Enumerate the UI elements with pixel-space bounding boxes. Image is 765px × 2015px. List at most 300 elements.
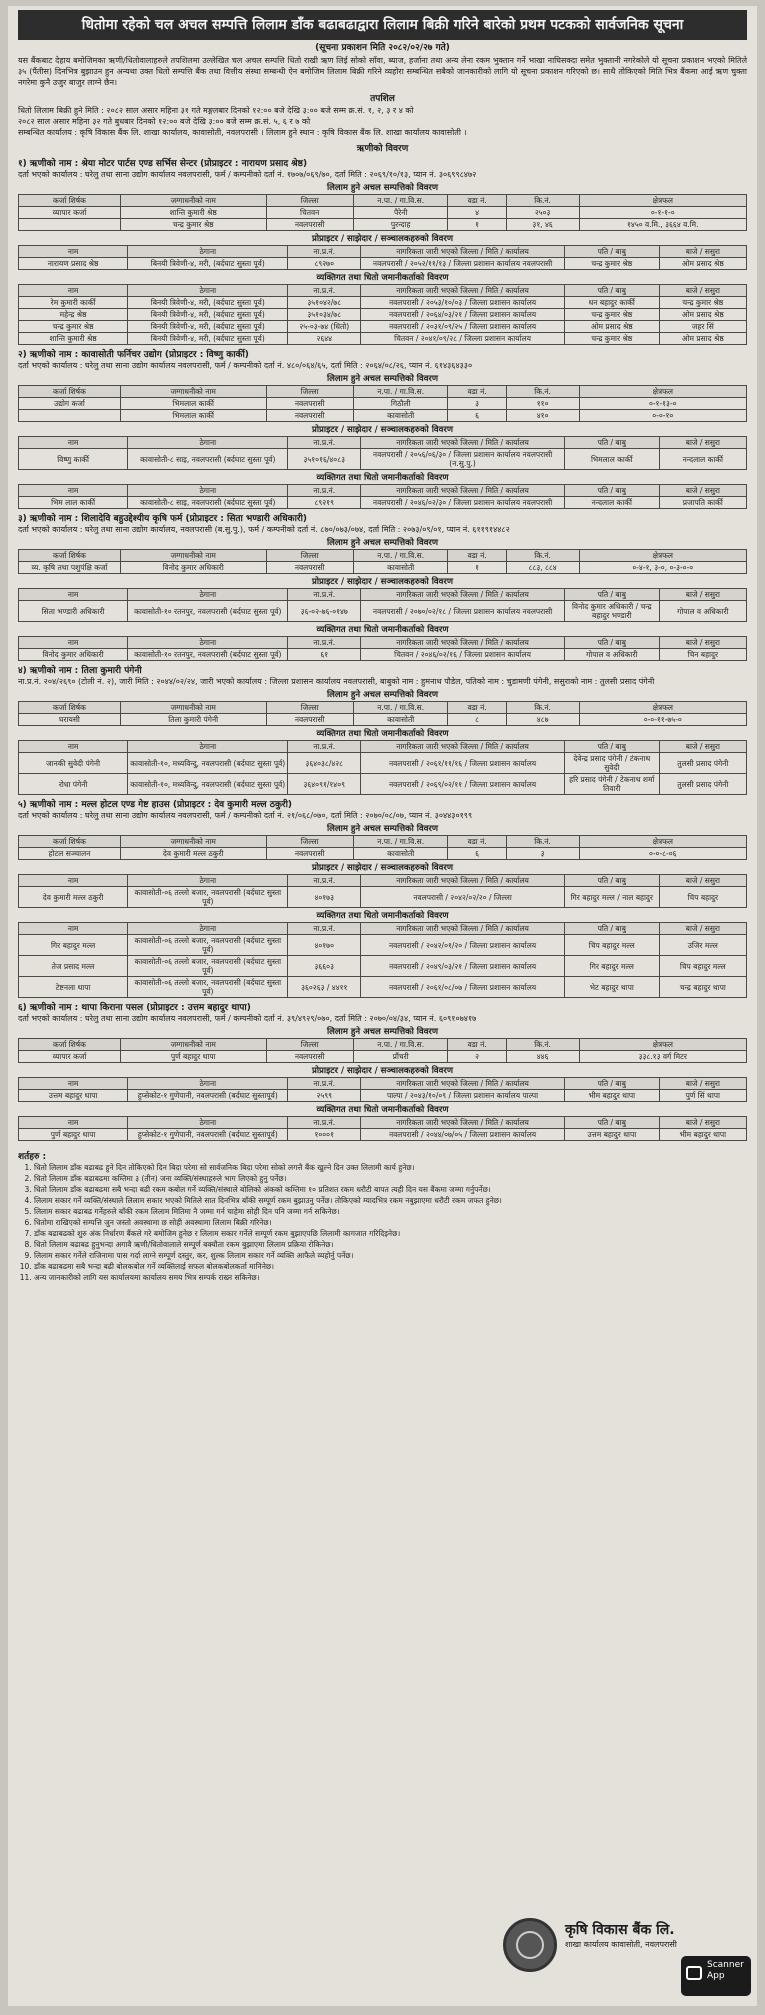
- schedule-block: [18, 105, 747, 138]
- table-cell: ०-१-१-०: [579, 207, 746, 219]
- column-header: नागरिकता जारी भएको जिल्ला / मिति / कार्यालय: [361, 437, 565, 449]
- table-cell: भिम लाल कार्की: [19, 497, 128, 509]
- table-cell: चिप बहादुर: [659, 887, 746, 908]
- column-header: क्षेत्रफल: [579, 702, 746, 714]
- column-header: ना.प्र.नं.: [288, 875, 361, 887]
- table-row: [19, 1051, 747, 1063]
- column-header: बाजे / ससुरा: [659, 589, 746, 601]
- column-header: ठेगाना: [128, 1117, 288, 1129]
- table-header-row: [19, 923, 747, 935]
- bank-name: कृषि विकास बैंक लि.: [565, 1922, 675, 1938]
- guarantor-table-caption: व्यक्तिगत तथा धितो जमानीकर्ताको विवरण: [316, 729, 449, 739]
- table-cell: ०-४-१, ३-०, ०-३-०-०: [579, 562, 746, 574]
- column-header: कि.नं.: [506, 836, 579, 848]
- table-cell: ३६६०३: [288, 956, 361, 977]
- owner-table-caption: प्रोप्राइटर / साझेदार / सञ्चालकहरुको विवरण: [312, 234, 453, 244]
- registration-details: दर्ता भएको कार्यालय : घरेलु तथा साना उद्योग कार्यालय नवलपरासी, फर्म / कम्पनीको दर्ता नं. २१/०६८/०७०, दर्ता मिति : २०७०/०८/०७, प्यान नं. ३०४४३०१९९: [18, 811, 473, 820]
- table-cell: तेज प्रसाद मल्ल: [19, 956, 128, 977]
- owner-table: [18, 588, 747, 622]
- table-cell: ३: [506, 848, 579, 860]
- table-cell: रेम कुमारी कार्की: [19, 297, 128, 309]
- column-header: बाजे / ससुरा: [659, 285, 746, 297]
- table-cell: कावासोती-०६ तल्लो बजार, नवलपरासी (बर्दघाट सुस्ता पूर्व): [128, 956, 288, 977]
- table-cell: बिनयी त्रिवेणी-४, मरी, (बर्दघाट सुस्ता पूर्व): [128, 333, 288, 345]
- table-cell: तुलसी प्रसाद पंगेनी: [659, 774, 746, 795]
- table-cell: भिमलाल कार्की: [564, 449, 659, 470]
- column-header: नागरिकता जारी भएको जिल्ला / मिति / कार्यालय: [361, 589, 565, 601]
- table-cell: ओम प्रसाद श्रेष्ठ: [564, 321, 659, 333]
- table-cell: विष्णु कार्की: [19, 449, 128, 470]
- table-cell: कावासोती-१० रतनपुर, नवलपरासी (बर्दघाट सुस्ता पूर्व): [128, 649, 288, 661]
- registration-details: दर्ता भएको कार्यालय : घरेलु तथा साना उद्योग कार्यालय, नवलपरासी (ब.सु.पु.), फर्म / कम्पनीको दर्ता नं. ८७०/०७३/०७४, दर्ता मिति : २०७३/०९/०१, प्यान नं. ६११९१४४८२: [18, 525, 510, 534]
- table-cell: पुर्ण बहादुर थापा: [19, 1129, 128, 1141]
- land-table-caption: लिलाम हुने अचल सम्पत्तिको विवरण: [326, 183, 439, 193]
- table-cell: हरि प्रसाद पंगेनी / टेकनाथ शर्मा तिवारी: [564, 774, 659, 795]
- table-cell: उजिर मल्ल: [659, 935, 746, 956]
- table-row: [19, 321, 747, 333]
- table-cell: ३३८.१३ वर्ग मिटर: [579, 1051, 746, 1063]
- column-header: पति / बाबु: [564, 589, 659, 601]
- table-header-row: [19, 485, 747, 497]
- land-table-caption: लिलाम हुने अचल सम्पत्तिको विवरण: [326, 824, 439, 834]
- table-cell: घरायसी: [19, 714, 121, 726]
- table-cell: कावासोती-१०, मध्यविन्दु, नवलपरासी (बर्दघाट सुस्ता पूर्व): [128, 774, 288, 795]
- registration-details: दर्ता भएको कार्यालय : घरेलु तथा साना उद्योग कार्यालय नवलपरासी, फर्म / कम्पनीको दर्ता नं. ३९/४९२९/०७०, दर्ता मिति : २०७०/०४/३४, प्यान नं. ६०९१०७४१७: [18, 1014, 477, 1023]
- guarantor-table: [18, 484, 747, 509]
- column-header: ठेगाना: [128, 637, 288, 649]
- column-header: कि.नं.: [506, 1039, 579, 1051]
- column-header: ना.प्र.नं.: [288, 637, 361, 649]
- column-header: वडा नं.: [448, 195, 506, 207]
- table-cell: चन्द्र बहादुर थापा: [659, 977, 746, 998]
- column-header: बाजे / ससुरा: [659, 923, 746, 935]
- column-header: जग्गाधनीको नाम: [120, 550, 266, 562]
- column-header: कर्जा शिर्षक: [19, 702, 121, 714]
- table-cell: चन्द्र कुमार श्रेष्ठ: [564, 333, 659, 345]
- table-cell: धन बहादुर कार्की: [564, 297, 659, 309]
- table-cell: ४०१७३: [288, 887, 361, 908]
- table-cell: ८८३, ८८४: [506, 562, 579, 574]
- column-header: न.पा. / गा.वि.स.: [353, 836, 448, 848]
- guarantor-table: [18, 1116, 747, 1141]
- column-header: जिल्ला: [266, 386, 353, 398]
- table-row: [19, 848, 747, 860]
- table-header-row: [19, 437, 747, 449]
- column-header: वडा नं.: [448, 836, 506, 848]
- table-cell: ओम प्रसाद श्रेष्ठ: [659, 258, 746, 270]
- land-table-caption: लिलाम हुने अचल सम्पत्तिको विवरण: [326, 690, 439, 700]
- table-cell: २५०३: [506, 207, 579, 219]
- table-cell: ३६०२६३ / ४४११: [288, 977, 361, 998]
- table-cell: नवलपरासी / २०३१/०९/२५ / जिल्ला प्रशासन कार्यालय: [361, 321, 565, 333]
- table-cell: १: [448, 562, 506, 574]
- table-cell: व्य. कृषि तथा पशुपंक्षि कर्जा: [19, 562, 121, 574]
- table-cell: [19, 219, 121, 231]
- table-cell: बिनयी त्रिवेणी-४, मरी, (बर्दघाट सुस्ता पूर्व): [128, 321, 288, 333]
- guarantor-table: [18, 740, 747, 795]
- table-cell: गिर बहादुर मल्ल: [564, 956, 659, 977]
- table-cell: कावासोती-१०, मध्यविन्दु, नवलपरासी (बर्दघाट सुस्ता पूर्व): [128, 753, 288, 774]
- table-cell: विनोद कुमार अधिकारी / चन्द्र बहादुर भण्डारी: [564, 601, 659, 622]
- table-row: [19, 398, 747, 410]
- table-cell: चन्द्र कुमार श्रेष्ठ: [659, 297, 746, 309]
- column-header: बाजे / ससुरा: [659, 1117, 746, 1129]
- table-row: [19, 258, 747, 270]
- table-row: [19, 297, 747, 309]
- owner-table: [18, 874, 747, 908]
- column-header: बाजे / ससुरा: [659, 246, 746, 258]
- table-row: [19, 956, 747, 977]
- table-cell: देव कुमारी मल्ल ठकुरी: [19, 887, 128, 908]
- table-cell: भीम बहादुर थापा: [564, 1090, 659, 1102]
- column-header: कि.नं.: [506, 702, 579, 714]
- column-header: पति / बाबु: [564, 1078, 659, 1090]
- borrower-section: [18, 665, 747, 795]
- guarantor-table-caption: व्यक्तिगत तथा धितो जमानीकर्ताको विवरण: [316, 911, 449, 921]
- table-cell: नवलपरासी: [266, 219, 353, 231]
- table-cell: भेट बहादुर थापा: [564, 977, 659, 998]
- borrower-section: [18, 513, 747, 661]
- table-row: [19, 649, 747, 661]
- column-header: नाम: [19, 285, 128, 297]
- column-header: कि.नं.: [506, 550, 579, 562]
- table-cell: नवलपरासी / २०४४/०७/०५ / जिल्ला प्रशासन कार्यालय: [361, 1129, 565, 1141]
- table-cell: २५९९: [288, 1090, 361, 1102]
- table-row: [19, 410, 747, 422]
- column-header: नागरिकता जारी भएको जिल्ला / मिति / कार्यालय: [361, 875, 565, 887]
- borrower-caption: ऋणीको विवरण: [356, 144, 409, 154]
- column-header: क्षेत्रफल: [579, 386, 746, 398]
- table-cell: गोपाल व अधिकारी: [564, 649, 659, 661]
- column-header: नाम: [19, 1117, 128, 1129]
- table-cell: भिमलाल कार्की: [120, 410, 266, 422]
- table-cell: ४०१७०: [288, 935, 361, 956]
- column-header: बाजे / ससुरा: [659, 485, 746, 497]
- table-header-row: [19, 589, 747, 601]
- guarantor-table: [18, 922, 747, 998]
- column-header: पति / बाबु: [564, 741, 659, 753]
- table-cell: प्रजापति कार्की: [659, 497, 746, 509]
- table-cell: चितवन / २०४१/०९/२८ / जिल्ला प्रशासन कार्यालय: [361, 333, 565, 345]
- table-cell: विनोद कुमार अधिकारी: [19, 649, 128, 661]
- column-header: नागरिकता जारी भएको जिल्ला / मिति / कार्यालय: [361, 741, 565, 753]
- preliminary-text: यस बैंकबाट देहाय बमोजिमका ऋणी/धितोवालाहरुले तपशिलमा उल्लेखित चल अचल सम्पत्ति धितो राखी ऋण लिई सोको साँवा, ब्याज, हर्जाना तथा अन्य लेना रकम भुक्तान गर्ने भाखा नाघिसक्दा समेत भुक्तानी नगरेकोले यो सूचना प्रकाशन भएको मितिले ३५ (पैंतीस) दिनभित्र बुझाउन हुन अन्यथा उक्त धितो सम्पत्ति बैंक तथा वित्तीय संस्था सम्बन्धी ऐन बमोजिम लिलाम बिक्री गरिने व्यहोरा सम्बन्धित सबैको जानकारीको लागि यो सूचना प्रकाशन गरिएको छ। साथै तोकिएको मिति भित्र बैंकमा आई ऋण चुक्ता नगरेमा कुनै उजुर बाजुर लाग्ने छैन।: [18, 56, 747, 87]
- table-cell: ४: [448, 207, 506, 219]
- table-cell: कावासोती: [353, 562, 448, 574]
- column-header: कि.नं.: [506, 386, 579, 398]
- term-item: 4. लिलाम सकार गर्ने व्यक्ति/संस्थाले लिलाम सकार भएको मितिले सात दिनभित्र बाँकी सम्पूर्ण रकम बुझाउनु पर्नेछ। तोकिएको म्यादभित्र रकम नबुझाएमा धरौटी रकम जफत हुनेछ।: [34, 1196, 597, 1206]
- table-cell: नवलपरासी / २०४९/०३/२१ / जिल्ला प्रशासन कार्यालय: [361, 956, 565, 977]
- column-header: न.पा. / गा.वि.स.: [353, 550, 448, 562]
- table-cell: चन्द्र कुमार श्रेष्ठ: [19, 321, 128, 333]
- column-header: पति / बाबु: [564, 437, 659, 449]
- borrower-sections: [18, 158, 747, 1141]
- table-cell: कावासोती: [353, 848, 448, 860]
- bank-footer: [503, 1916, 744, 1981]
- table-cell: ६: [448, 848, 506, 860]
- column-header: नागरिकता जारी भएको जिल्ला / मिति / कार्यालय: [361, 1078, 565, 1090]
- column-header: नाम: [19, 923, 128, 935]
- table-cell: ३५१०१६/४०८३: [288, 449, 361, 470]
- borrower-section: [18, 1002, 747, 1141]
- table-header-row: [19, 1039, 747, 1051]
- registration-details: ना.प्र.नं. २०४/२६९० (टोली नं. २), जारी मिति : २०४४/०२/२४, जारी भएको कार्यालय : जिल्ला प्रशासन कार्यालय नवलपरासी, बाबुको नाम : हुमनाथ पौडेल, पतिको नाम : चुडामणी पंगेनी, ससुराको नाम : तुलसी प्रसाद पंगेनी: [18, 677, 655, 686]
- column-header: ना.प्र.नं.: [288, 485, 361, 497]
- table-cell: ३५१०३४/७८: [288, 309, 361, 321]
- table-cell: नवलपरासी / २०५६/०६/३० / जिल्ला प्रशासन कार्यालय नवलपरासी (न.सु.पु.): [361, 449, 565, 470]
- table-cell: नवलपरासी / २०४६/०२/३० / जिल्ला प्रशासन कार्यालय नवलपरासी: [361, 497, 565, 509]
- table-cell: गिठौली: [353, 398, 448, 410]
- table-cell: ०-०-१०: [579, 410, 746, 422]
- column-header: नाम: [19, 741, 128, 753]
- column-header: पति / बाबु: [564, 246, 659, 258]
- table-cell: जहर सिं: [659, 321, 746, 333]
- column-header: ठेगाना: [128, 285, 288, 297]
- column-header: ठेगाना: [128, 875, 288, 887]
- table-cell: शान्ति कुमारी श्रेष्ठ: [19, 333, 128, 345]
- table-cell: बिनयी त्रिवेणी-४, मरी, (बर्दघाट सुस्ता पूर्व): [128, 258, 288, 270]
- column-header: जग्गाधनीको नाम: [120, 836, 266, 848]
- table-cell: [19, 410, 121, 422]
- term-item: 7. डाँक बढाबढको शुरु अंक निर्धारण बैंकले गरे बमोजिम हुनेछ र लिलाम सकार गर्नेले सम्पूर्ण रकम बुझाएपछि लिलामी कागजात गरिदिइनेछ।: [34, 1229, 597, 1239]
- table-header-row: [19, 875, 747, 887]
- column-header: ठेगाना: [128, 589, 288, 601]
- borrower-name: २) ऋणीको नाम : कावासोती फर्निचर उद्योग (प्रोप्राइटर : विष्णु कार्की): [18, 350, 249, 360]
- table-header-row: [19, 246, 747, 258]
- camera-icon: [686, 1966, 702, 1980]
- land-table: [18, 385, 747, 422]
- table-cell: महेन्द्र श्रेष्ठ: [19, 309, 128, 321]
- borrower-name: १) ऋणीको नाम : श्रेया मोटर पार्टस एण्ड सर्भिस सेन्टर (प्रोप्राइटर : नारायण प्रसाद श्रेष्ठ): [18, 159, 308, 169]
- notice-title: धितोमा रहेको चल अचल सम्पत्ति लिलाम डाँक बढाबढाद्वारा लिलाम बिक्री गरिने बारेको प्रथम पटकको सार्वजनिक सूचना: [18, 10, 747, 40]
- guarantor-table-caption: व्यक्तिगत तथा धितो जमानीकर्ताको विवरण: [316, 273, 449, 283]
- table-cell: उत्तम बहादुर थापा: [564, 1129, 659, 1141]
- owner-table-caption: प्रोप्राइटर / साझेदार / सञ्चालकहरुको विवरण: [312, 1066, 453, 1076]
- table-cell: नवलपरासी: [266, 1051, 353, 1063]
- table-cell: जानकी सुवेदी पंगेनी: [19, 753, 128, 774]
- table-cell: नवलपरासी / २०५३/१०/०३ / जिल्ला प्रशासन कार्यालय: [361, 297, 565, 309]
- table-cell: ८९२७०: [288, 258, 361, 270]
- table-cell: २५-०३-७४ (धितो): [288, 321, 361, 333]
- column-header: नाम: [19, 875, 128, 887]
- column-header: वडा नं.: [448, 702, 506, 714]
- column-header: ना.प्र.नं.: [288, 923, 361, 935]
- table-cell: ३१, ४६: [506, 219, 579, 231]
- table-row: [19, 562, 747, 574]
- terms-list: [34, 1163, 747, 1283]
- table-cell: ८९२१९: [288, 497, 361, 509]
- column-header: जिल्ला: [266, 1039, 353, 1051]
- borrower-name: ६) ऋणीको नाम : थापा किराना पसल (प्रोप्राइटर : उत्तम बहादुर थापा): [18, 1003, 251, 1013]
- table-cell: १: [448, 219, 506, 231]
- column-header: न.पा. / गा.वि.स.: [353, 386, 448, 398]
- column-header: पति / बाबु: [564, 923, 659, 935]
- table-cell: ६१: [288, 649, 361, 661]
- term-item: 1. धितो लिलाम डाँक बढाबढ हुने दिन तोकिएको दिन बिदा परेमा सो सार्वजनिक बिदा परेमा सोको लगत्तै बैंक खुल्ने दिन उक्त लिलामी कार्य हुनेछ।: [34, 1163, 597, 1173]
- table-header-row: [19, 1117, 747, 1129]
- guarantor-table-caption: व्यक्तिगत तथा धितो जमानीकर्ताको विवरण: [316, 473, 449, 483]
- table-cell: तुलसी प्रसाद पंगेनी: [659, 753, 746, 774]
- table-cell: नवलपरासी: [266, 410, 353, 422]
- table-row: [19, 207, 747, 219]
- owner-table-caption: प्रोप्राइटर / साझेदार / सञ्चालकहरुको विवरण: [312, 577, 453, 587]
- registration-details: दर्ता भएको कार्यालय : घरेलु तथा साना उद्योग कार्यालय नवलपरासी, फर्म / कम्पनीको दर्ता नं. १७०७/०६९/७०, दर्ता मिति : २०६९/१०/१३, प्यान नं. ३०६९९८४७२: [18, 170, 477, 179]
- owner-table: [18, 1077, 747, 1102]
- table-cell: ३६४०९१/१४०९: [288, 774, 361, 795]
- column-header: न.पा. / गा.वि.स.: [353, 195, 448, 207]
- table-cell: गोपाल व अधिकारी: [659, 601, 746, 622]
- borrower-section: [18, 158, 747, 345]
- table-cell: भीम बहादुर थापा: [659, 1129, 746, 1141]
- table-cell: नारायण प्रसाद श्रेष्ठ: [19, 258, 128, 270]
- table-header-row: [19, 195, 747, 207]
- table-row: [19, 935, 747, 956]
- table-cell: ३६-०२-७६-०१४७: [288, 601, 361, 622]
- column-header: जग्गाधनीको नाम: [120, 702, 266, 714]
- owner-table-caption: प्रोप्राइटर / साझेदार / सञ्चालकहरुको विवरण: [312, 863, 453, 873]
- column-header: नागरिकता जारी भएको जिल्ला / मिति / कार्यालय: [361, 923, 565, 935]
- column-header: जिल्ला: [266, 195, 353, 207]
- table-cell: पैरेनी: [353, 207, 448, 219]
- auction-office-line: सम्बन्धित कार्यालय : कृषि विकास बैंक लि. शाखा कार्यालय, कावासोती, नवलपरासी । लिलाम हुने स्थान : कृषि विकास बैंक लि. शाखा कार्यालय कावासोती ।: [18, 128, 467, 137]
- table-row: [19, 887, 747, 908]
- schedule-title: तपशिल: [370, 94, 395, 104]
- bank-seal-icon: [503, 1918, 557, 1972]
- table-cell: ३६४०३८/४२८: [288, 753, 361, 774]
- table-cell: चन्द्र कुमार श्रेष्ठ: [564, 258, 659, 270]
- table-cell: कावासोती-८ साइ, नवलपरासी (बर्दघाट सुस्ता पूर्व): [128, 497, 288, 509]
- table-cell: नवलपरासी / २०६१/११/१६ / जिल्ला प्रशासन कार्यालय: [361, 753, 565, 774]
- table-cell: ४१०: [506, 410, 579, 422]
- column-header: कि.नं.: [506, 195, 579, 207]
- column-header: क्षेत्रफल: [579, 195, 746, 207]
- table-cell: व्यापार कर्जा: [19, 1051, 121, 1063]
- column-header: न.पा. / गा.वि.स.: [353, 702, 448, 714]
- table-cell: चिन बहादुर: [659, 649, 746, 661]
- table-cell: २: [448, 1051, 506, 1063]
- column-header: ना.प्र.नं.: [288, 437, 361, 449]
- table-cell: देवेन्द्र प्रसाद पंगेनी / टंकनाथ सुवेदी: [564, 753, 659, 774]
- table-cell: विनोद कुमार अधिकारी: [120, 562, 266, 574]
- table-cell: चिप बहादुर मल्ल: [564, 935, 659, 956]
- table-cell: नवलपरासी: [266, 398, 353, 410]
- terms-title: शर्तहरु :: [18, 1152, 47, 1162]
- column-header: कर्जा शिर्षक: [19, 550, 121, 562]
- column-header: नाम: [19, 437, 128, 449]
- column-header: जिल्ला: [266, 702, 353, 714]
- app-badge-line-1: Scanner: [707, 1960, 744, 1970]
- land-table-caption: लिलाम हुने अचल सम्पत्तिको विवरण: [326, 1027, 439, 1037]
- column-header: कर्जा शिर्षक: [19, 1039, 121, 1051]
- table-cell: नवलपरासी / २०४२/०२/२० / जिल्ला: [361, 887, 565, 908]
- table-row: [19, 1090, 747, 1102]
- table-row: [19, 774, 747, 795]
- table-cell: सिता भण्डारी अधिकारी: [19, 601, 128, 622]
- column-header: क्षेत्रफल: [579, 836, 746, 848]
- column-header: जग्गाधनीको नाम: [120, 386, 266, 398]
- table-row: [19, 977, 747, 998]
- table-cell: नन्दलाल कार्की: [659, 449, 746, 470]
- column-header: वडा नं.: [448, 550, 506, 562]
- land-table: [18, 835, 747, 860]
- table-cell: तिला कुमारी पंगेनी: [120, 714, 266, 726]
- table-row: [19, 497, 747, 509]
- table-cell: १४५० व.मि., ३६६४ व.मि.: [579, 219, 746, 231]
- table-cell: देव कुमारी मल्ल ठकुरी: [120, 848, 266, 860]
- table-cell: नवलपरासी / २०४२/०१/२० / जिल्ला प्रशासन कार्यालय: [361, 935, 565, 956]
- column-header: वडा नं.: [448, 386, 506, 398]
- owner-table: [18, 245, 747, 270]
- table-cell: ४४६: [506, 1051, 579, 1063]
- table-cell: १०००१: [288, 1129, 361, 1141]
- term-item: 3. धितो लिलाम डाँक बढाबढमा सबै भन्दा बढी रकम कबोल गर्ने व्यक्ति/संस्थाले बोलिको अंकको कम्तिमा १० प्रतिशत रकम धरौटी बापत त्यही दिन यस बैंकमा जम्मा गर्नुपर्नेछ।: [34, 1185, 597, 1195]
- column-header: ठेगाना: [128, 923, 288, 935]
- table-row: [19, 1129, 747, 1141]
- table-cell: कावासोती-८ साइ, नवलपरासी (बर्दघाट सुस्ता पूर्व): [128, 449, 288, 470]
- table-cell: हुप्सेकोट-१ गुणेपानी, नवलपरासी (बर्दघाट सुस्तापूर्व): [128, 1090, 288, 1102]
- table-cell: उद्योग कर्जा: [19, 398, 121, 410]
- table-cell: होटल सञ्चालन: [19, 848, 121, 860]
- column-header: पति / बाबु: [564, 875, 659, 887]
- scanner-app-badge: [681, 1956, 751, 1996]
- table-cell: चिप बहादुर मल्ल: [659, 956, 746, 977]
- column-header: पति / बाबु: [564, 485, 659, 497]
- table-cell: ३: [448, 398, 506, 410]
- table-cell: ०-०-११-७५-०: [579, 714, 746, 726]
- guarantor-table: [18, 284, 747, 345]
- column-header: जिल्ला: [266, 836, 353, 848]
- table-header-row: [19, 836, 747, 848]
- column-header: पति / बाबु: [564, 285, 659, 297]
- column-header: बाजे / ससुरा: [659, 637, 746, 649]
- borrower-name: ३) ऋणीको नाम : शिलादेवि बहुउद्देश्यीय कृषि फर्म (प्रोप्राइटर : सिता भण्डारी अधिकारी): [18, 514, 308, 524]
- land-table: [18, 701, 747, 726]
- term-item: 9. लिलाम सकार गर्नेले राजिनामा पास गर्दा लाग्ने सम्पूर्ण दस्तुर, कर, शुल्क लिलाम सकार गर्ने व्यक्ति आफैले व्यहोर्नु पर्नेछ।: [34, 1251, 597, 1261]
- column-header: नाम: [19, 589, 128, 601]
- column-header: नागरिकता जारी भएको जिल्ला / मिति / कार्यालय: [361, 285, 565, 297]
- table-cell: कावासोती-०६ तल्लो बजार, नवलपरासी (बर्दघाट सुस्ता पूर्व): [128, 977, 288, 998]
- table-cell: पुरन्दाह: [353, 219, 448, 231]
- table-header-row: [19, 386, 747, 398]
- table-cell: नवलपरासी: [266, 714, 353, 726]
- table-cell: बिनयी त्रिवेणी-४, मरी, (बर्दघाट सुस्ता पूर्व): [128, 297, 288, 309]
- table-cell: कावासोती-०६ तल्लो बजार, नवलपरासी (बर्दघाट सुस्ता पूर्व): [128, 887, 288, 908]
- table-cell: प्रौंचरी: [353, 1051, 448, 1063]
- table-cell: ०-०-८-०६: [579, 848, 746, 860]
- table-cell: टेष्टनला थापा: [19, 977, 128, 998]
- table-cell: कावासोती: [353, 410, 448, 422]
- table-header-row: [19, 637, 747, 649]
- table-cell: ११०: [506, 398, 579, 410]
- column-header: ना.प्र.नं.: [288, 1078, 361, 1090]
- column-header: ना.प्र.नं.: [288, 589, 361, 601]
- table-header-row: [19, 285, 747, 297]
- column-header: पति / बाबु: [564, 1117, 659, 1129]
- guarantor-table-caption: व्यक्तिगत तथा धितो जमानीकर्ताको विवरण: [316, 1105, 449, 1115]
- column-header: जग्गाधनीको नाम: [120, 195, 266, 207]
- table-header-row: [19, 1078, 747, 1090]
- term-item: 2. धितो लिलाम डाँक बढाबढमा कम्तिमा ३ (तीन) जना व्यक्ति/संस्थाहरुले भाग लिएको हुनु पर्नेछ।: [34, 1174, 597, 1184]
- publication-date: (सूचना प्रकाशन मिति २०८२/०२/२७ गते): [315, 43, 450, 53]
- table-row: [19, 714, 747, 726]
- borrower-section: [18, 349, 747, 509]
- table-cell: नवलपरासी: [266, 848, 353, 860]
- column-header: न.पा. / गा.वि.स.: [353, 1039, 448, 1051]
- table-cell: चन्द्र कुमार श्रेष्ठ: [564, 309, 659, 321]
- column-header: कर्जा शिर्षक: [19, 386, 121, 398]
- table-cell: शान्ति कुमारी श्रेष्ठ: [120, 207, 266, 219]
- table-cell: गिर बहादुर मल्ल: [19, 935, 128, 956]
